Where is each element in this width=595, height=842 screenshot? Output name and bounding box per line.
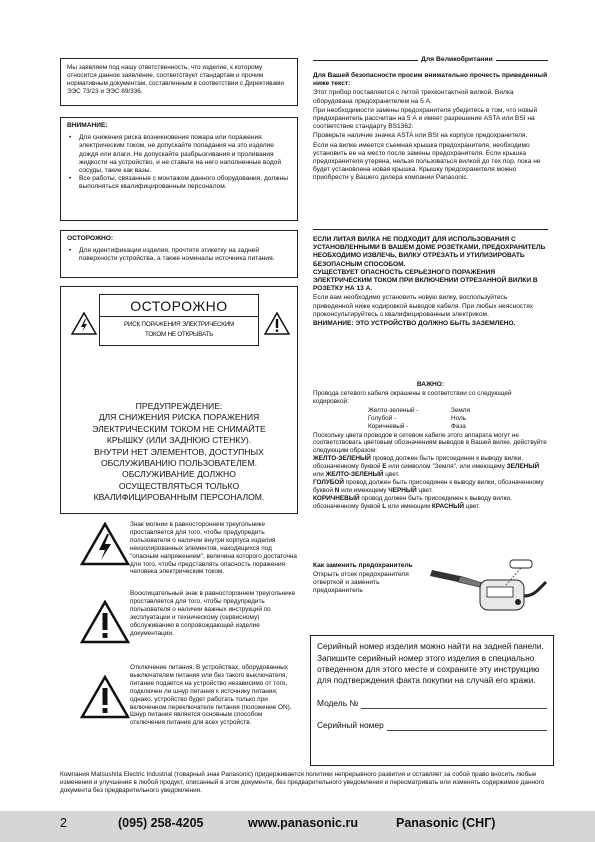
exclamation-triangle-icon (80, 600, 130, 644)
rule-text: провод должен быть присоединен к выводу вилки, обозначенному буквой (313, 494, 512, 510)
warning-label-box (60, 286, 298, 514)
attention-list (67, 134, 291, 191)
rule-text: или имеющему (339, 486, 389, 494)
warning-notice (61, 401, 297, 504)
rule-color: КРАСНЫЙ (431, 502, 465, 510)
company-note: Компания Matsushita Electric Industrial (товарный знак Panasonic) придерживается политики непрерывного развития и оставляет за собой право вносить любые изменения и улучшения в любой продукт, описанный в этом документе, без предварительного уведомления и пересматривать или изменять содержимое данного документа без предварительного уведомления. (60, 771, 545, 794)
serial-row (317, 720, 547, 731)
list-item: • Все работы, связанные с монтажом данного оборудования, должны выполняться квалифицированным персоналом. (67, 175, 291, 191)
list-item: • Для снижения риска возникновения пожара или поражения электрическим током, не допускайте попадания на это изделие дождя или влаги. Не допускайте разбрызгивания и проливания жидкости на устройство, и не ставьте на него наполненные водой сосуды, такие как вазы. (67, 134, 291, 175)
serial-line2: Запишите серийный номер этого изделия в специально отведенном для этого месте и сохраните эту инструкцию для подтверждения факта покупки на случай его кражи. (317, 653, 540, 685)
uk-bold-block: СУЩЕСТВУЕТ ОПАСНОСТЬ СЕРЬЕЗНОГО ПОРАЖЕНИЯ ЭЛЕКТРИЧЕСКИМ ТОКОМ ПРИ ВКЛЮЧЕНИИ ОТРЕЗАННОЙ ВИЛКИ В РОЗЕТКУ НА 13 А. (313, 268, 538, 293)
uk-paragraph: При необходимости замены предохранителя убедитесь в том, что новый предохранитель рассчитан на 5 А и имеет разрешение ASTA или BSI на соответствие стандарту BS1362. (313, 106, 538, 131)
serial-field[interactable] (387, 723, 547, 731)
model-row (317, 698, 547, 709)
notice-line: ДЛЯ СНИЖЕНИЯ РИСКА ПОРАЖЕНИЯ (98, 412, 260, 423)
uk-paragraph: Если на вилке имеется съемная крышка предохранителя, необходимо установить ее на место после замены предохранителя. Если крышка предохранителя утеряна, нельзя пользоваться вилкой до тех пор, пока не будет установлена новая крышка. Крышку предохранителя можно приобрести у Вашего дилера компании Panasonic. (313, 141, 541, 182)
rule-text: или имеющим (386, 502, 432, 510)
footer-page-number: 2 (60, 816, 67, 830)
declaration-box (60, 58, 298, 106)
uk-divider (313, 229, 548, 230)
model-label: Модель № (317, 698, 359, 708)
rule-text: или (313, 471, 326, 479)
wire-rule-live (313, 495, 548, 511)
serial-line1: Серийный номер изделия можно найти на задней панели. (317, 641, 544, 651)
exclamation-warning-icon (264, 312, 290, 335)
uk-intro: Для Вашей безопасности просим внимательно прочесть приведенный ниже текст: (313, 72, 548, 88)
wire-name: Фаза (451, 422, 466, 430)
rule-color: ЖЕЛТО-ЗЕЛЕНЫЙ (325, 471, 384, 479)
notice-line: ВНУТРИ НЕТ ЭЛЕМЕНТОВ, ДОСТУПНЫХ (94, 446, 264, 457)
rule-letter: N (334, 486, 340, 494)
uk-bold-block: ЕСЛИ ЛИТАЯ ВИЛКА НЕ ПОДХОДИТ ДЛЯ ИСПОЛЬЗОВАНИЯ С УСТАНОВЛЕННЫМИ В ВАШЕМ ДОМЕ РОЗЕТКАМИ, ПРЕДОХРАНИТЕЛЬ НЕОБХОДИМО ИЗВЛЕЧЬ, ВИЛКУ ОТРЕЗАТЬ И УТИЛИЗИРОВАТЬ БЕЗОПАСНЫМ СПОСОБОМ. (313, 236, 546, 268)
uk-paragraph: Проверьте наличие значка ASTA или BSI на корпусе предохранителя. (313, 132, 528, 140)
fuse-text: Открыть отсек предохранителя отверткой и заменить предохранитель (313, 571, 409, 595)
wire-rule-earth (313, 455, 548, 479)
footer-phone: (095) 258-4205 (118, 816, 204, 830)
footer-brand: Panasonic (СНГ) (396, 816, 496, 830)
important-title: ВАЖНО: (416, 381, 445, 388)
lightning-warning-icon (71, 312, 97, 335)
uk-plain-block: Если вам необходимо установить новую вилку, воспользуйтесь приведенной ниже кодировкой выводов кабеля. При любых неясностях проконсультируйтесь с квалифицированным электриком. (313, 294, 534, 318)
rule-color: ЖЕЛТО-ЗЕЛЕНЫЙ (313, 455, 371, 463)
notice-line: КРЫШКУ (ИЛИ ЗАДНЮЮ СТЕНКУ). (106, 435, 252, 446)
attention-box (60, 117, 298, 221)
wire-row (368, 415, 548, 423)
wire-color: Желто-зеленый - (368, 406, 419, 414)
list-item: • Для идентификации изделия, прочтите этикетку на задней поверхности устройства, а также номиналы источника питания. (67, 247, 291, 263)
serial-box (310, 635, 554, 766)
wire-color: Коричневый - (368, 422, 409, 430)
wire-name: Ноль (451, 414, 467, 422)
wire-row (368, 423, 548, 431)
exclamation-explanation: Восклицательный знак в равностороннем треугольнике проставляется для того, чтобы предупредить пользователя о наличии важных инструкций по эксплуатации и техническому (сервисному) обслуживанию в сопровождающей изделие документации. (130, 590, 296, 637)
warning-label-title: ОСТОРОЖНО (100, 295, 258, 317)
rule-text: цвет. (416, 486, 433, 494)
uk-paragraph: Этот прибор поставляется с литой трехконтактной вилкой. Вилка оборудована предохранителем на 5 А. (313, 89, 514, 105)
uk-header: Для Великобритании (418, 55, 496, 64)
wire-note: Поскольку цвета проводов в сетевом кабеле этого аппарата могут не соответствовать цветовым обозначениям выводов в Вашей вилке, действуйте следующим образом: (313, 431, 547, 455)
wire-table (313, 407, 548, 431)
caution-box (60, 230, 298, 278)
notice-line: КВАЛИФИЦИРОВАННЫМ ПЕРСОНАЛОМ. (93, 492, 265, 503)
serial-label: Серийный номер (317, 720, 384, 730)
notice-line: ОБСЛУЖИВАНИЕ ДОЛЖНО (122, 469, 236, 480)
rule-color: ГОЛУБОЙ (313, 478, 344, 486)
rule-text: цвет. (464, 502, 481, 510)
fuse-title: Как заменить предохранитель (313, 562, 413, 569)
uk-bold-block: ВНИМАНИЕ: ЭТО УСТРОЙСТВО ДОЛЖНО БЫТЬ ЗАЗЕМЛЕНО. (313, 320, 516, 328)
rule-text: провод должен быть присоединен к выводу вилки, обозначенному буквой (313, 478, 544, 494)
wire-name: Земля (451, 406, 470, 414)
rule-color: ЧЕРНЫЙ (388, 486, 417, 494)
footer-website[interactable]: www.panasonic.ru (248, 816, 358, 830)
rule-text: провод должен быть присоединен к выводу вилки, обозначенному буквой (313, 455, 524, 471)
attention-title: ВНИМАНИЕ: (67, 122, 108, 129)
fuse-replacement-illustration (430, 556, 548, 618)
warning-label-subtitle: РИСК ПОРАЖЕНИЯ ЭЛЕКТРИЧЕСКИМ ТОКОМ НЕ ОТКРЫВАТЬ (123, 321, 235, 338)
rule-color: КОРИЧНЕВЫЙ (313, 494, 360, 502)
notice-line: ОБСЛУЖИВАНИЮ ПОЛЬЗОВАТЕЛЕМ. (100, 458, 258, 469)
rule-text: или символом "Земля", или имеющему (386, 463, 507, 471)
rule-text: цвет. (383, 471, 400, 479)
warning-label-header (99, 294, 259, 346)
wire-rule-neutral (313, 479, 548, 495)
uk-plug-section (313, 236, 548, 329)
caution-title: ОСТОРОЖНО: (67, 235, 114, 242)
rule-letter: L (382, 502, 387, 510)
important-text: Провода сетевого кабеля окрашены в соответствии со следующей кодировкой: (313, 390, 512, 405)
rule-letter: E (382, 463, 387, 471)
power-explanation: Отключение питания. В устройствах, оборудованных выключателем питания или без такого выключателя, питание подается на устройство независимо от того, подключен ли шнур питания к источнику питания; однако, устройство будет работать только при включенном переключателе питания (положение ON). Шнур питания является основным способом отключения питания для всех устройств. (130, 664, 292, 727)
wire-row (368, 407, 548, 415)
important-section (313, 390, 548, 511)
power-triangle-icon (80, 675, 130, 719)
notice-line: ПРЕДУПРЕЖДЕНИЕ: (135, 401, 223, 411)
rule-color: ЗЕЛЕНЫЙ (506, 463, 540, 471)
wire-color: Голубой - (368, 414, 397, 422)
lightning-triangle-icon (80, 522, 130, 566)
caution-list (67, 247, 291, 263)
uk-section (313, 72, 548, 184)
declaration-text: Мы заявляем под нашу ответственность, что изделие, к которому относится данное заявление, соответствует стандартам и прочим нормативным документам, составленным в соответствии с Директивами ЭЭС 73/23 и ЭЭС 89/336. (67, 64, 284, 95)
notice-line: ЭЛЕКТРИЧЕСКИМ ТОКОМ НЕ СНИМАЙТЕ (92, 423, 266, 434)
model-field[interactable] (361, 701, 547, 709)
lightning-explanation: Знак молнии в равностороннем треугольнике проставляется для того, чтобы предупредить пользователя о наличии внутри корпуса изделия неизолированных элементов, находящихся под "опасным напряжением", величина которого достаточна для того, чтобы представлять опасность поражения человека электрическим током. (130, 521, 297, 576)
notice-line: ОСУЩЕСТВЛЯТЬСЯ ТОЛЬКО (118, 480, 240, 491)
